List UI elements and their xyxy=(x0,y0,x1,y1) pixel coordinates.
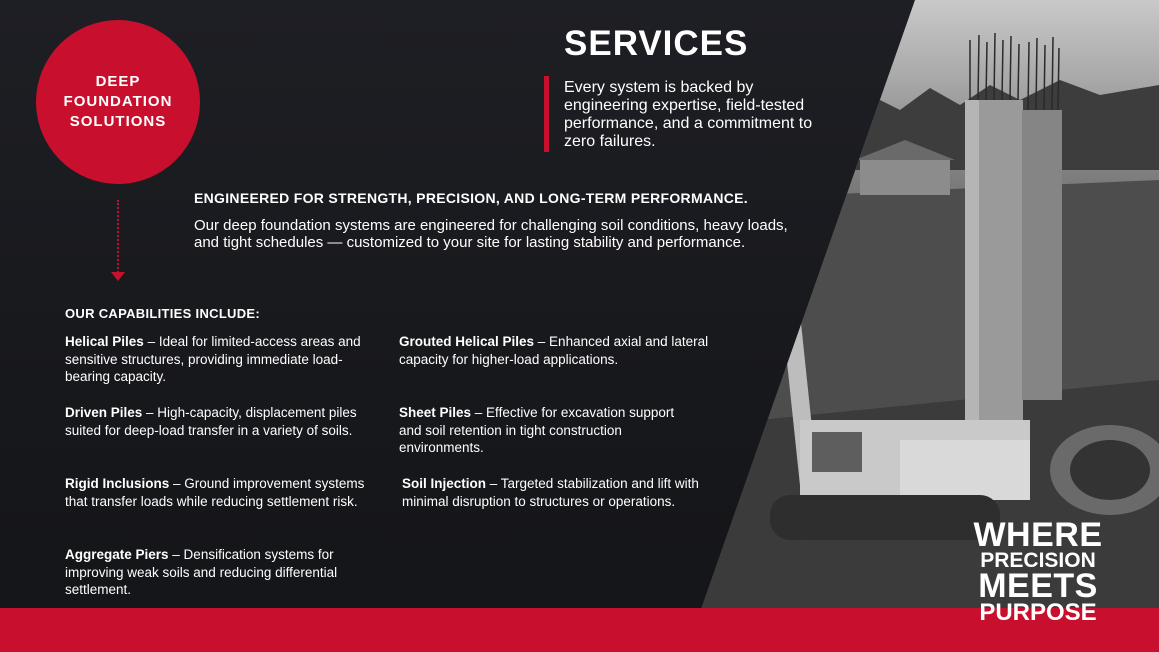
capability-name: Sheet Piles xyxy=(399,405,472,420)
badge-text: DEEP FOUNDATION SOLUTIONS xyxy=(63,73,173,130)
capability-desc: – Ideal for limited-access areas and sensitive structures, providing immediate load-bearing capacity. xyxy=(65,334,361,384)
tagline-line-3: MEETS xyxy=(978,566,1098,605)
capability-desc: – Ground improvement systems that transfer loads while reducing settlement risk. xyxy=(65,476,365,509)
capability-helical-piles xyxy=(65,333,365,386)
capability-name: Grouted Helical Piles xyxy=(399,334,535,349)
dotted-connector-line xyxy=(117,200,119,276)
engineered-body: Our deep foundation systems are engineered for challenging soil conditions, heavy loads, and tight schedules — customized to your site for lasting stability and performance. xyxy=(194,217,788,251)
tagline-line-1: WHERE xyxy=(973,516,1103,554)
services-description: Every system is backed by engineering expertise, field-tested performance, and a commitment to zero failures. xyxy=(564,79,813,150)
tagline-line-2: PRECISION xyxy=(980,549,1096,573)
capability-name: Soil Injection xyxy=(402,476,487,491)
capability-desc: – High-capacity, displacement piles suited for deep-load transfer in a variety of soils. xyxy=(65,405,357,438)
capability-name: Helical Piles xyxy=(65,334,144,349)
capability-aggregate-piers xyxy=(65,546,350,599)
capability-soil-injection xyxy=(402,475,712,510)
capability-name: Aggregate Piers xyxy=(65,547,169,562)
deep-foundation-badge xyxy=(36,20,200,184)
capability-desc: – Targeted stabilization and lift with minimal disruption to structures or operations. xyxy=(402,476,699,509)
capability-rigid-inclusions xyxy=(65,475,365,510)
capabilities-heading: OUR CAPABILITIES INCLUDE: xyxy=(65,306,261,321)
capability-desc: – Densification systems for improving weak soils and reducing differential settlement. xyxy=(65,547,338,597)
page-title: SERVICES xyxy=(564,24,749,63)
engineered-heading: ENGINEERED FOR STRENGTH, PRECISION, AND LONG-TERM PERFORMANCE. xyxy=(194,190,748,206)
tagline xyxy=(968,516,1108,626)
arrow-down-icon xyxy=(111,272,125,281)
capability-desc: – Effective for excavation support and soil retention in tight construction environments. xyxy=(399,405,675,455)
capability-grouted-helical-piles xyxy=(399,333,729,368)
capability-name: Driven Piles xyxy=(65,405,143,420)
capability-desc: – Enhanced axial and lateral capacity for higher-load applications. xyxy=(399,334,709,367)
capability-driven-piles xyxy=(65,404,360,439)
accent-bar xyxy=(544,76,549,152)
tagline-line-4: PURPOSE xyxy=(979,598,1097,626)
capability-name: Rigid Inclusions xyxy=(65,476,170,491)
capability-sheet-piles xyxy=(399,404,684,457)
